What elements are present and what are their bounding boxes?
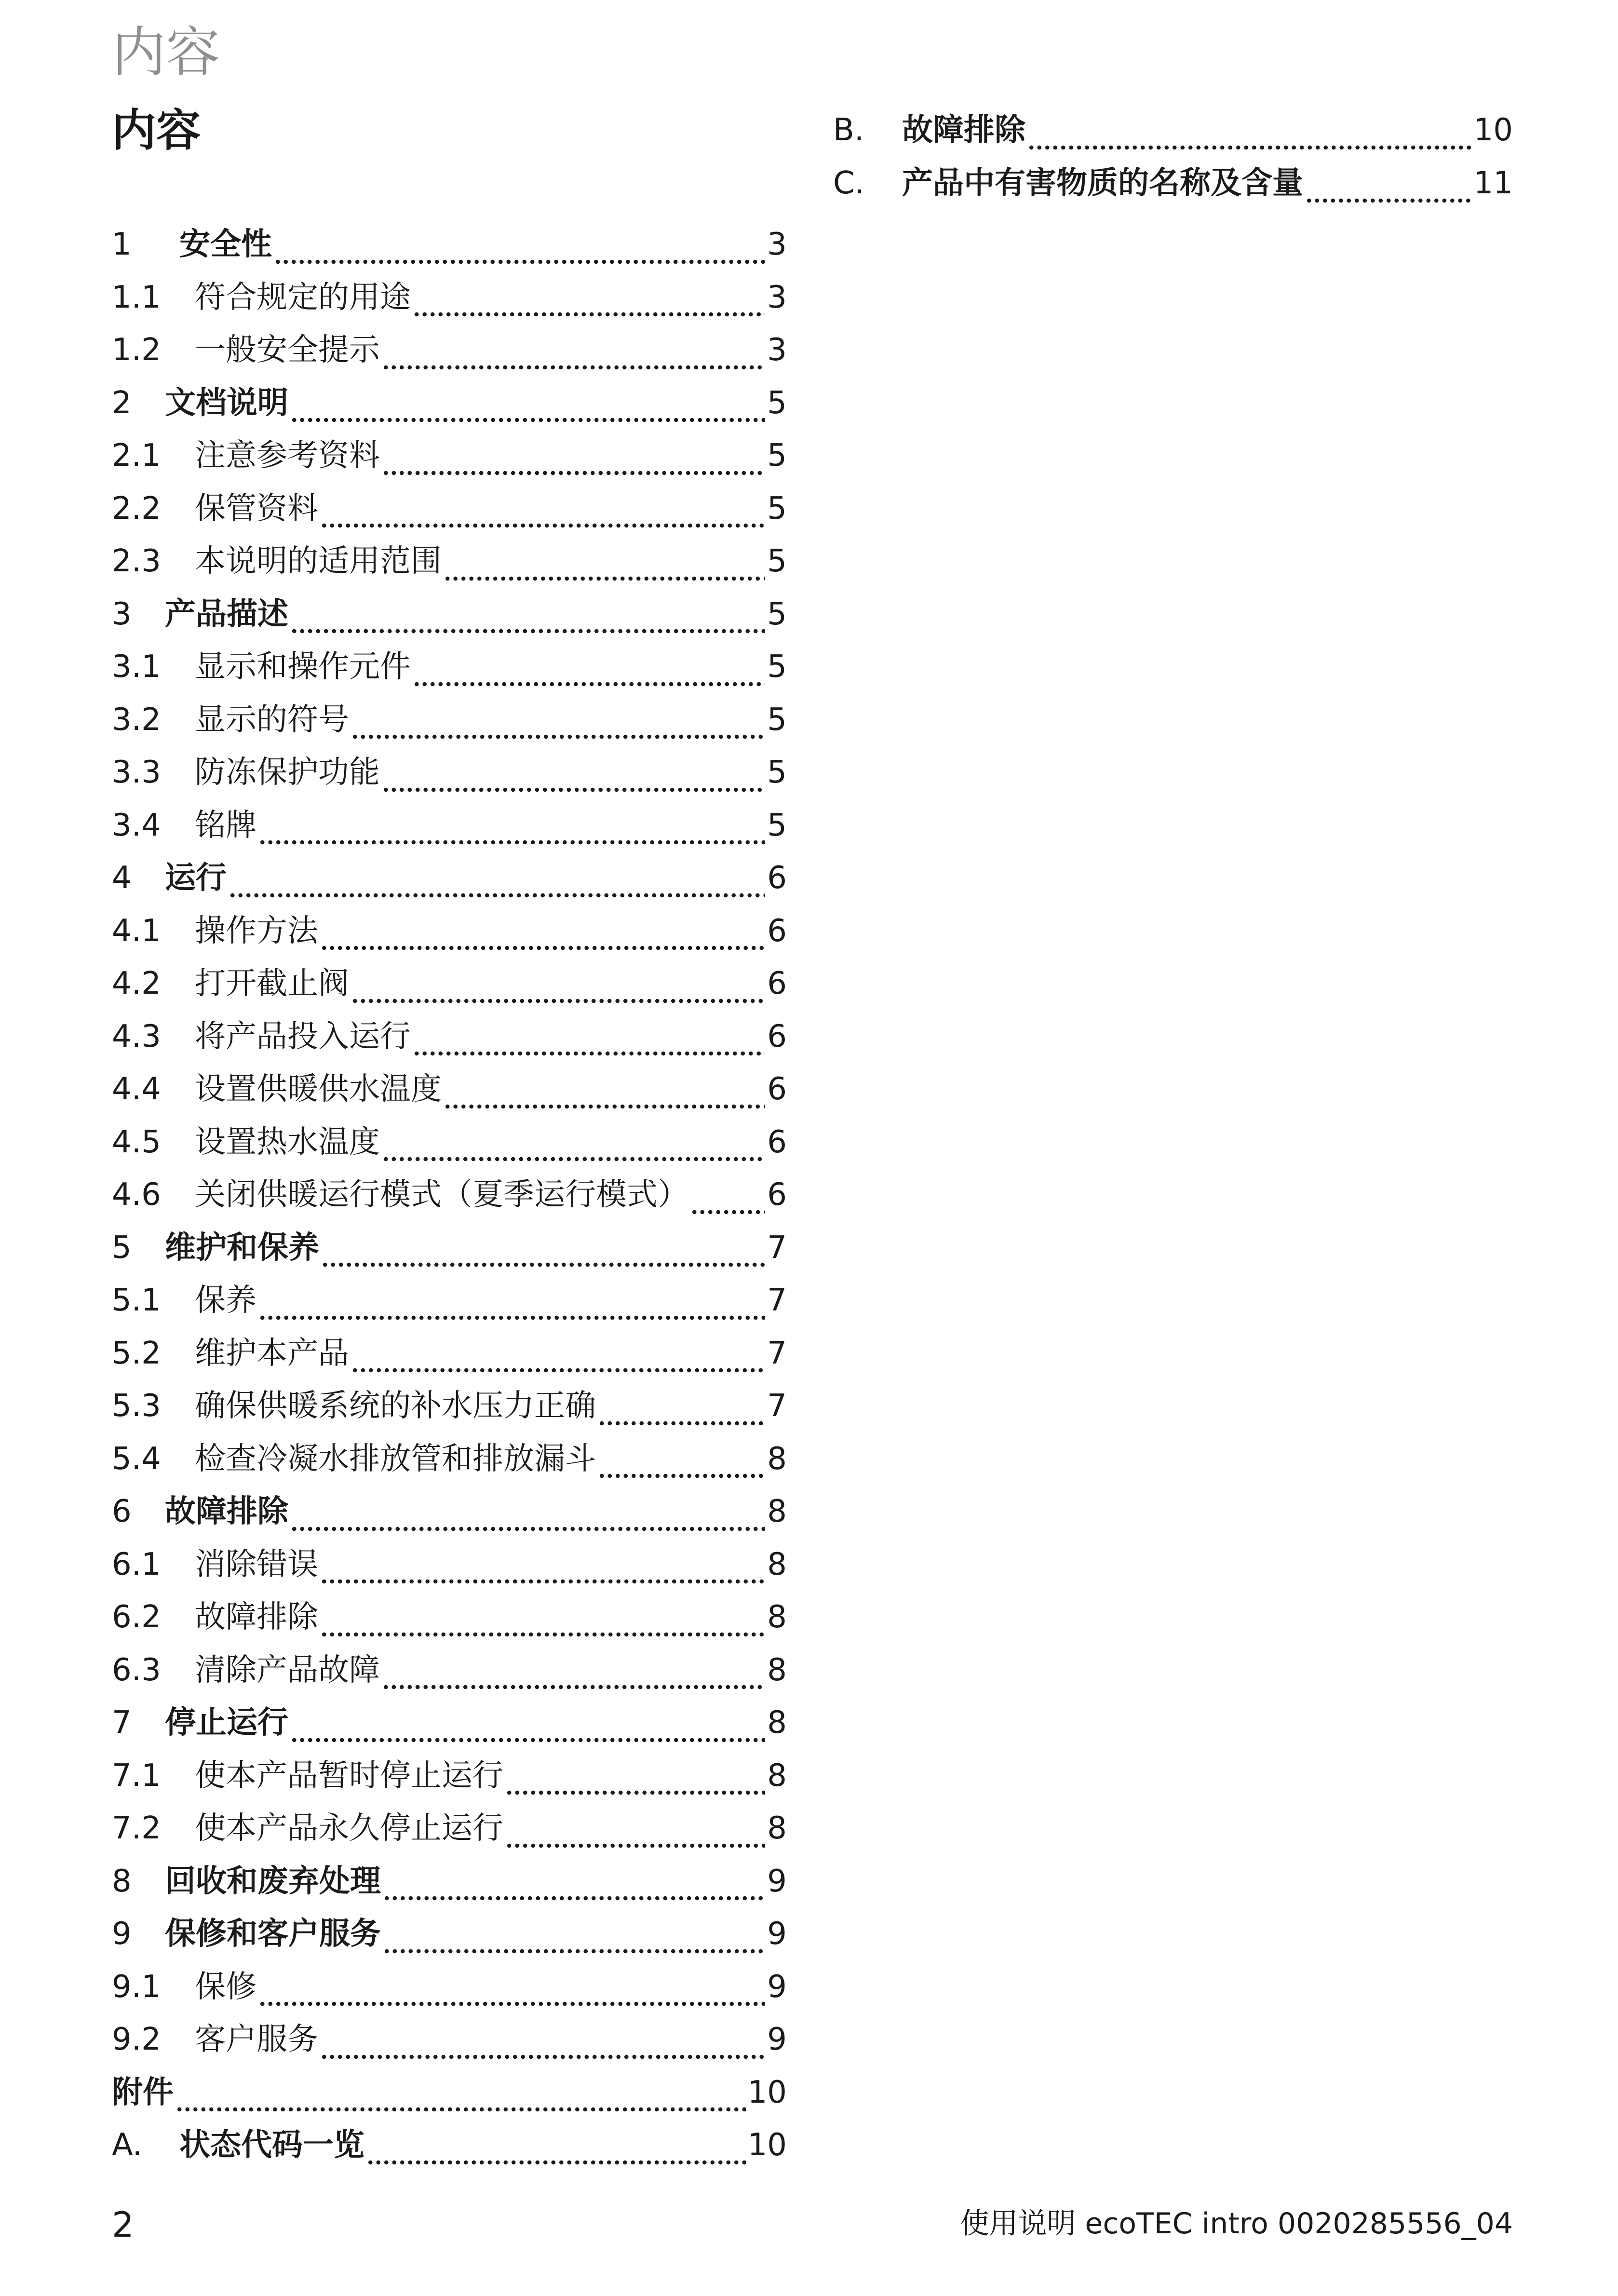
- toc-entry-page: 9: [767, 2022, 787, 2057]
- toc-entry[interactable]: [112, 431, 787, 484]
- toc-entry-title: 产品中有害物质的名称及含量: [902, 165, 1303, 201]
- toc-entry[interactable]: [112, 484, 787, 537]
- toc-entry-page: 5: [767, 490, 787, 527]
- toc-entry-number: 6: [112, 1494, 132, 1529]
- toc-entry-page: 5: [767, 755, 787, 790]
- toc-entry[interactable]: [112, 1275, 787, 1328]
- toc-entry-title: 停止运行: [165, 1705, 288, 1741]
- toc-entry-number: 3.4: [112, 807, 161, 843]
- toc-entry[interactable]: [112, 1540, 787, 1593]
- toc-entry-title: 显示和操作元件: [195, 649, 411, 685]
- toc-dot-leader: [413, 678, 765, 690]
- toc-entry[interactable]: [112, 1064, 787, 1117]
- toc-entry[interactable]: [112, 1592, 787, 1645]
- toc-entry-title: 故障排除: [195, 1599, 318, 1635]
- toc-dot-leader: [258, 837, 765, 848]
- toc-entry-title: 设置热水温度: [195, 1124, 380, 1160]
- toc-entry-number: 2.2: [112, 490, 161, 527]
- toc-dot-leader: [320, 2051, 765, 2063]
- toc-entry[interactable]: [112, 1434, 787, 1487]
- toc-dot-leader: [505, 1840, 765, 1851]
- toc-entry[interactable]: [112, 1856, 787, 1909]
- toc-entry-title: 设置供暖供水温度: [195, 1071, 442, 1107]
- toc-entry-number: 4.6: [112, 1177, 161, 1213]
- toc-dot-leader: [290, 625, 765, 637]
- toc-dot-leader: [444, 1101, 765, 1112]
- toc-entry-title: 保修和客户服务: [165, 1916, 381, 1952]
- toc-entry-number: 4.2: [112, 966, 161, 1001]
- toc-dot-leader: [413, 309, 765, 320]
- toc-entry-title: 确保供暖系统的补水压力正确: [195, 1388, 596, 1424]
- toc-entry-title: 铭牌: [195, 807, 256, 843]
- toc-entry-page: 5: [767, 385, 787, 421]
- toc-entry-title: 防冻保护功能: [195, 755, 380, 790]
- toc-dot-leader: [690, 1206, 765, 1218]
- toc-entry-title: 消除错误: [195, 1546, 318, 1582]
- toc-entry-title: 本说明的适用范围: [195, 543, 442, 579]
- toc-entry-number: 9.2: [112, 2022, 161, 2057]
- toc-entry-number: 2.3: [112, 543, 161, 579]
- toc-entry-title: 维护本产品: [195, 1335, 349, 1371]
- toc-dot-leader: [598, 1470, 765, 1482]
- toc-entry-page: 8: [767, 1652, 787, 1688]
- toc-entry-number: 4.4: [112, 1071, 161, 1107]
- toc-entry-title: 保管资料: [195, 490, 318, 527]
- toc-entry-page: 9: [767, 1863, 787, 1899]
- toc-entry-number: 4: [112, 860, 132, 896]
- page-title: 内容: [112, 105, 201, 156]
- toc-dot-leader: [320, 1576, 765, 1587]
- toc-entry-page: 9: [767, 1969, 787, 2005]
- toc-dot-leader: [382, 467, 765, 479]
- toc-entry[interactable]: [112, 1012, 787, 1065]
- toc-entry-title: 注意参考资料: [195, 438, 380, 473]
- toc-entry-title: 故障排除: [902, 112, 1025, 148]
- toc-entry[interactable]: [112, 853, 787, 906]
- toc-entry-page: 10: [1473, 112, 1513, 148]
- toc-entry[interactable]: [112, 1751, 787, 1804]
- toc-entry-title: 一般安全提示: [195, 332, 380, 368]
- toc-entry-page: 8: [767, 1494, 787, 1529]
- toc-dot-leader: [274, 256, 765, 268]
- toc-entry-title: 客户服务: [195, 2022, 318, 2057]
- toc-entry-page: 5: [767, 702, 787, 738]
- toc-entry-title: 附件: [112, 2074, 174, 2110]
- toc-entry-page: 7: [767, 1388, 787, 1424]
- toc-entry-number: 3.2: [112, 702, 161, 738]
- toc-dot-leader: [229, 890, 765, 901]
- toc-entry[interactable]: [112, 2067, 787, 2120]
- toc-entry[interactable]: [833, 158, 1513, 211]
- toc-dot-leader: [444, 573, 765, 584]
- toc-entry-title: 故障排除: [165, 1494, 288, 1529]
- toc-dot-leader: [505, 1787, 765, 1798]
- toc-entry-page: 6: [767, 1018, 787, 1054]
- toc-entry-number: A.: [112, 2127, 142, 2163]
- footer-page-number: 2: [112, 2204, 134, 2245]
- toc-entry-page: 5: [767, 438, 787, 473]
- toc-dot-leader: [382, 1153, 765, 1165]
- toc-entry-title: 维护和保养: [165, 1229, 319, 1266]
- toc-entry-page: 5: [767, 596, 787, 632]
- toc-entry-title: 产品描述: [165, 596, 288, 632]
- toc-entry[interactable]: [112, 589, 787, 642]
- toc-entry-page: 8: [767, 1757, 787, 1794]
- toc-entry-title: 状态代码一览: [179, 2127, 364, 2163]
- toc-entry-page: 8: [767, 1546, 787, 1582]
- toc-entry[interactable]: [112, 1698, 787, 1751]
- toc-entry[interactable]: [112, 2014, 787, 2067]
- toc-entry-number: 8: [112, 1863, 132, 1899]
- toc-entry-number: 4.1: [112, 913, 161, 949]
- toc-entry-number: 5.4: [112, 1441, 161, 1477]
- toc-entry[interactable]: [833, 105, 1513, 158]
- toc-entry[interactable]: [112, 272, 787, 325]
- toc-entry-page: 3: [767, 332, 787, 368]
- toc-entry-page: 5: [767, 543, 787, 579]
- toc-entry[interactable]: [112, 536, 787, 589]
- toc-entry-page: 3: [767, 279, 787, 315]
- toc-entry-page: 8: [767, 1441, 787, 1477]
- toc-entry-page: 6: [767, 913, 787, 949]
- toc-entry-number: 6.3: [112, 1652, 161, 1688]
- toc-entry[interactable]: [112, 695, 787, 748]
- toc-entry-number: 1.2: [112, 332, 161, 368]
- toc-entry-number: C.: [833, 165, 865, 201]
- toc-entry-number: B.: [833, 112, 864, 148]
- toc-entry-title: 关闭供暖运行模式（夏季运行模式）: [195, 1177, 688, 1213]
- toc-entry-title: 将产品投入运行: [195, 1018, 411, 1054]
- toc-entry-number: 3.3: [112, 755, 161, 790]
- toc-left-column: [112, 219, 787, 2173]
- toc-dot-leader: [290, 414, 765, 426]
- toc-entry-page: 6: [767, 1071, 787, 1107]
- toc-dot-leader: [290, 1734, 765, 1746]
- toc-entry-title: 保养: [195, 1283, 256, 1318]
- toc-entry[interactable]: [112, 1170, 787, 1223]
- toc-entry-number: 5: [112, 1229, 132, 1266]
- toc-entry[interactable]: [112, 1645, 787, 1698]
- toc-entry-page: 6: [767, 1177, 787, 1213]
- running-header: 内容: [112, 21, 220, 84]
- toc-entry-page: 10: [747, 2127, 787, 2163]
- toc-dot-leader: [382, 1681, 765, 1693]
- toc-entry[interactable]: [112, 378, 787, 431]
- toc-entry-page: 6: [767, 966, 787, 1001]
- toc-entry-number: 1.1: [112, 279, 161, 315]
- toc-dot-leader: [351, 731, 765, 743]
- toc-dot-leader: [366, 2157, 746, 2168]
- toc-entry[interactable]: [112, 1117, 787, 1170]
- toc-entry-number: 5.3: [112, 1388, 161, 1424]
- toc-entry-title: 操作方法: [195, 913, 318, 949]
- toc-entry-page: 8: [767, 1599, 787, 1635]
- toc-dot-leader: [258, 1312, 765, 1324]
- toc-entry-number: 1: [112, 227, 132, 262]
- toc-entry-page: 5: [767, 807, 787, 843]
- toc-dot-leader: [175, 2104, 746, 2115]
- toc-entry-title: 使本产品暂时停止运行: [195, 1757, 503, 1794]
- toc-entry-number: 6.1: [112, 1546, 161, 1582]
- toc-dot-leader: [382, 784, 765, 796]
- toc-entry-title: 显示的符号: [195, 702, 349, 738]
- toc-entry-number: 2.1: [112, 438, 161, 473]
- toc-entry-number: 2: [112, 385, 132, 421]
- toc-entry[interactable]: [112, 800, 787, 853]
- toc-dot-leader: [258, 1998, 765, 2010]
- toc-entry-title: 检查冷凝水排放管和排放漏斗: [195, 1441, 596, 1477]
- toc-entry[interactable]: [112, 747, 787, 800]
- toc-entry[interactable]: [112, 1486, 787, 1540]
- toc-entry-page: 8: [767, 1705, 787, 1741]
- toc-entry-page: 5: [767, 649, 787, 685]
- toc-entry[interactable]: [112, 1381, 787, 1434]
- toc-entry-number: 7.1: [112, 1757, 161, 1794]
- toc-entry[interactable]: [112, 1803, 787, 1856]
- toc-entry-title: 打开截止阀: [195, 966, 349, 1001]
- toc-entry[interactable]: [112, 219, 787, 272]
- toc-entry-number: 4.3: [112, 1018, 161, 1054]
- toc-entry[interactable]: [112, 2120, 787, 2173]
- toc-entry-number: 5.2: [112, 1335, 161, 1371]
- toc-dot-leader: [383, 1892, 765, 1904]
- footer-document-info: 使用说明 ecoTEC intro 0020285556_04: [960, 2207, 1513, 2241]
- toc-entry-title: 保修: [195, 1969, 256, 2005]
- toc-dot-leader: [351, 995, 765, 1007]
- toc-entry[interactable]: [112, 959, 787, 1012]
- toc-entry-number: 6.2: [112, 1599, 161, 1635]
- toc-entry-title: 安全性: [179, 227, 272, 262]
- toc-entry-title: 符合规定的用途: [195, 279, 411, 315]
- toc-entry-page: 8: [767, 1810, 787, 1846]
- toc-dot-leader: [290, 1523, 765, 1535]
- toc-dot-leader: [382, 362, 765, 373]
- toc-entry-page: 9: [767, 1916, 787, 1952]
- toc-entry-number: 5.1: [112, 1283, 161, 1318]
- toc-entry-title: 运行: [165, 860, 227, 896]
- toc-dot-leader: [598, 1418, 765, 1429]
- toc-right-column: [833, 105, 1513, 211]
- toc-entry-title: 文档说明: [165, 385, 288, 421]
- toc-entry[interactable]: [112, 1909, 787, 1962]
- toc-entry-number: 9.1: [112, 1969, 161, 2005]
- toc-entry[interactable]: [112, 325, 787, 378]
- toc-dot-leader: [320, 520, 765, 531]
- toc-entry-number: 7.2: [112, 1810, 161, 1846]
- toc-entry[interactable]: [112, 1223, 787, 1276]
- toc-entry-page: 11: [1473, 165, 1513, 201]
- toc-entry-title: 清除产品故障: [195, 1652, 380, 1688]
- toc-dot-leader: [321, 1259, 765, 1270]
- toc-dot-leader: [1027, 142, 1472, 153]
- toc-entry-page: 7: [767, 1283, 787, 1318]
- toc-entry-page: 6: [767, 860, 787, 896]
- toc-entry-page: 6: [767, 1124, 787, 1160]
- toc-dot-leader: [351, 1364, 765, 1376]
- toc-dot-leader: [320, 1629, 765, 1640]
- toc-dot-leader: [413, 1048, 765, 1059]
- toc-dot-leader: [383, 1945, 765, 1957]
- toc-entry-title: 回收和废弃处理: [165, 1863, 381, 1899]
- toc-entry-number: 3: [112, 596, 132, 632]
- toc-entry-page: 7: [767, 1229, 787, 1266]
- toc-entry-number: 7: [112, 1705, 132, 1741]
- toc-entry-page: 3: [767, 227, 787, 262]
- toc-entry-number: 4.5: [112, 1124, 161, 1160]
- toc-entry-number: 9: [112, 1916, 132, 1952]
- toc-entry[interactable]: [112, 642, 787, 695]
- toc-entry[interactable]: [112, 906, 787, 959]
- toc-dot-leader: [1305, 195, 1472, 206]
- toc-entry[interactable]: [112, 1328, 787, 1381]
- toc-entry-number: 3.1: [112, 649, 161, 685]
- toc-entry[interactable]: [112, 1962, 787, 2015]
- toc-entry-page: 10: [747, 2074, 787, 2110]
- toc-entry-page: 7: [767, 1335, 787, 1371]
- toc-dot-leader: [320, 942, 765, 954]
- toc-entry-title: 使本产品永久停止运行: [195, 1810, 503, 1846]
